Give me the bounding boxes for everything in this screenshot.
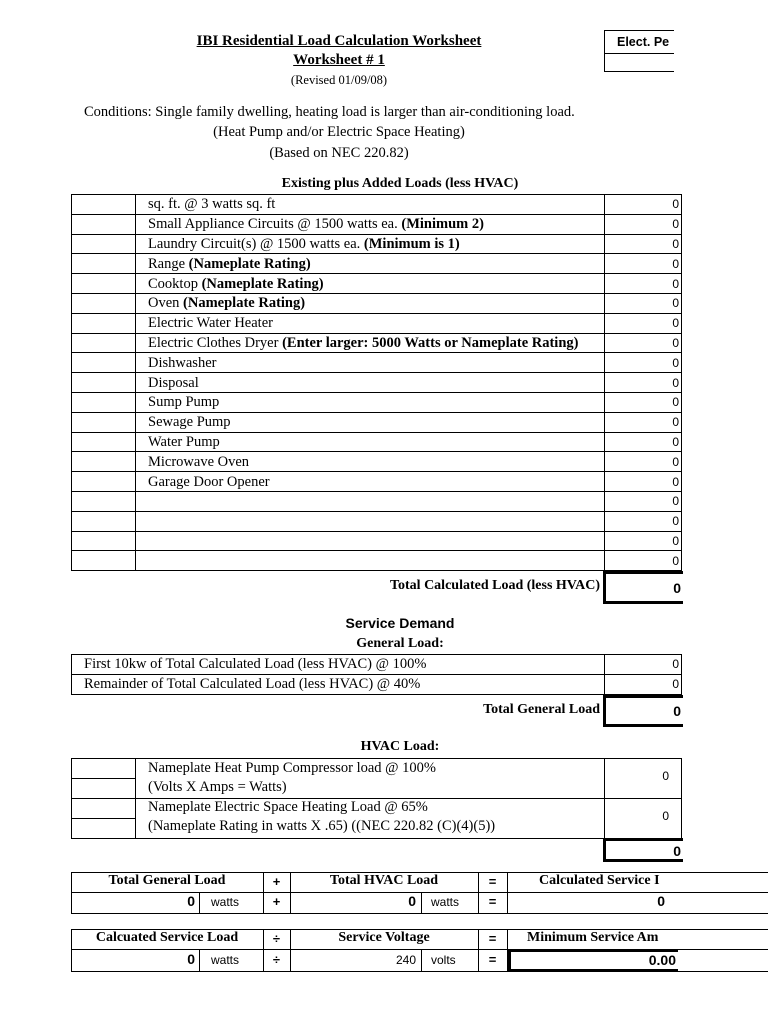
summary2-min-amps-label: Minimum Service Am [527, 930, 659, 945]
worksheet-subtitle: Worksheet # 1 [293, 52, 385, 68]
load-row-label [136, 195, 605, 215]
remainder-row [72, 674, 682, 694]
load-row [72, 472, 682, 492]
equals-sign-3: = [488, 931, 497, 946]
load-row [72, 234, 682, 254]
summary-service-load [71, 872, 768, 914]
load-row-input[interactable] [72, 432, 136, 452]
plus-sign: + [272, 874, 281, 889]
load-row [72, 452, 682, 472]
load-row-value: 0 [605, 472, 682, 492]
load-row-label [136, 373, 605, 393]
load-row-label [136, 432, 605, 452]
remainder-label: Remainder of Total Calculated Load (less HVAC) @ 40% [72, 674, 605, 694]
load-label-text: Range [148, 255, 189, 272]
total-hvac-value: 0 [603, 838, 683, 862]
summary2-calc-value: 0 [187, 951, 195, 967]
heat-pump-value[interactable]: 0 [662, 769, 669, 783]
summary-general-unit: watts [211, 895, 240, 909]
load-row [72, 333, 682, 353]
equals-sign-2: = [488, 894, 497, 909]
hvac-load-heading: HVAC Load: [360, 739, 440, 754]
load-row-input[interactable] [72, 293, 136, 313]
load-label-text: Laundry Circuit(s) @ 1500 watts ea. [148, 235, 364, 252]
load-row-value: 0 [605, 293, 682, 313]
load-row-input[interactable] [72, 234, 136, 254]
load-label-note: (Enter larger: 5000 Watts or Nameplate Rating) [282, 334, 579, 351]
load-label-text: Sump Pump [148, 394, 220, 411]
first-10kw-row [72, 655, 682, 675]
load-row [72, 254, 682, 274]
load-label-note: (Nameplate Rating) [201, 275, 324, 292]
load-row-label [136, 293, 605, 313]
load-row-value: 0 [605, 392, 682, 412]
summary2-calc-unit: watts [211, 953, 240, 967]
plus-sign-2: + [272, 894, 281, 909]
service-demand-heading: Service Demand [345, 615, 455, 631]
load-row-label [136, 551, 605, 571]
load-label-note: (Minimum 2) [401, 216, 484, 233]
load-row-label [136, 412, 605, 432]
load-row-label [136, 313, 605, 333]
load-row-label [136, 392, 605, 412]
load-row [72, 293, 682, 313]
conditions-line-1: Conditions: Single family dwelling, heating load is larger than air-conditioning load. [84, 104, 575, 120]
hvac-load-table [71, 758, 681, 838]
load-row-label [136, 511, 605, 531]
load-row-value: 0 [605, 195, 682, 215]
load-row-label [136, 353, 605, 373]
total-general-load-label: Total General Load [483, 702, 600, 717]
summary2-min-amps-value: 0.00 [648, 952, 676, 968]
load-row-input[interactable] [72, 195, 136, 215]
load-row-value: 0 [605, 313, 682, 333]
load-row-value: 0 [605, 531, 682, 551]
summary-general-value[interactable]: 0 [187, 893, 195, 909]
load-row-input[interactable] [72, 472, 136, 492]
load-row-value: 0 [605, 254, 682, 274]
load-row [72, 373, 682, 393]
permit-label: Elect. Pe [605, 31, 674, 54]
load-row-value: 0 [605, 412, 682, 432]
revised-date: (Revised 01/09/08) [290, 73, 388, 87]
summary2-voltage-unit: volts [431, 953, 456, 967]
general-load-heading: General Load: [356, 636, 444, 651]
remainder-value[interactable]: 0 [605, 674, 682, 694]
summary-calc-value: 0 [657, 893, 665, 909]
summary2-calc-label: Calcuated Service Load [95, 930, 239, 945]
load-label-text: Microwave Oven [148, 453, 250, 470]
load-row-value: 0 [605, 274, 682, 294]
total-calculated-load-value: 0 [603, 571, 683, 604]
load-row [72, 195, 682, 215]
load-row-value: 0 [605, 491, 682, 511]
load-row-input[interactable] [72, 511, 136, 531]
load-row-value: 0 [605, 511, 682, 531]
total-general-load-value: 0 [603, 695, 683, 727]
divide-sign: ÷ [272, 931, 281, 946]
load-row-input[interactable] [72, 491, 136, 511]
space-heat-sublabel: (Nameplate Rating in watts X .65) ((NEC 220.82 (C)(4)(5)) [148, 818, 496, 834]
load-label-note: (Nameplate Rating) [188, 255, 311, 272]
first-10kw-label: First 10kw of Total Calculated Load (less HVAC) @ 100% [72, 655, 605, 675]
total-calculated-load-label: Total Calculated Load (less HVAC) [389, 578, 600, 593]
load-row-label [136, 491, 605, 511]
permit-box [604, 30, 674, 72]
load-label-text: Sewage Pump [148, 414, 231, 431]
load-row [72, 432, 682, 452]
load-label-note: (Minimum is 1) [363, 235, 460, 252]
load-row-input[interactable] [72, 392, 136, 412]
load-row-label [136, 333, 605, 353]
load-row-value: 0 [605, 373, 682, 393]
load-row-input[interactable] [72, 551, 136, 571]
space-heat-label: Nameplate Electric Space Heating Load @ 65% [148, 799, 428, 815]
load-row-value: 0 [605, 551, 682, 571]
summary2-voltage-label: Service Voltage [338, 930, 430, 945]
load-row-label [136, 234, 605, 254]
equals-sign-4: = [488, 952, 497, 967]
load-row [72, 511, 682, 531]
load-label-note: (Nameplate Rating) [183, 295, 306, 312]
load-row-input[interactable] [72, 274, 136, 294]
divide-sign-2: ÷ [272, 952, 281, 967]
load-row-input[interactable] [72, 333, 136, 353]
load-row-input[interactable] [72, 452, 136, 472]
load-row-label [136, 254, 605, 274]
load-label-text: Disposal [148, 374, 199, 391]
load-label-text: Electric Water Heater [148, 315, 273, 332]
summary-general-label: Total General Load [108, 873, 226, 888]
summary-hvac-unit: watts [431, 895, 460, 909]
load-row [72, 392, 682, 412]
load-row-input[interactable] [72, 373, 136, 393]
load-label-text: Electric Clothes Dryer [148, 334, 283, 351]
load-row [72, 412, 682, 432]
load-row-label [136, 531, 605, 551]
load-row-label [136, 472, 605, 492]
load-row [72, 491, 682, 511]
heat-pump-sublabel: (Volts X Amps = Watts) [148, 779, 287, 795]
summary-hvac-value[interactable]: 0 [408, 893, 416, 909]
load-label-text: Oven [148, 295, 184, 312]
load-row-value: 0 [605, 353, 682, 373]
load-row-value: 0 [605, 432, 682, 452]
min-amps-box [508, 949, 678, 972]
load-row [72, 551, 682, 571]
load-row [72, 214, 682, 234]
conditions-line-2: (Heat Pump and/or Electric Space Heating) [213, 124, 465, 140]
summary-hvac-label: Total HVAC Load [329, 873, 439, 888]
load-row-label [136, 274, 605, 294]
load-label-text: Cooktop [148, 275, 202, 292]
load-row-value: 0 [605, 234, 682, 254]
first-10kw-value[interactable]: 0 [605, 655, 682, 675]
load-row-input[interactable] [72, 412, 136, 432]
load-row-input[interactable] [72, 531, 136, 551]
load-label-text: sq. ft. @ 3 watts sq. ft [148, 196, 276, 213]
load-row [72, 531, 682, 551]
load-row-input[interactable] [72, 254, 136, 274]
load-label-text: Dishwasher [148, 354, 217, 371]
equals-sign: = [488, 874, 497, 889]
load-label-text: Garage Door Opener [148, 473, 270, 490]
worksheet-title: IBI Residential Load Calculation Worksheet [196, 33, 482, 49]
load-row-value: 0 [605, 452, 682, 472]
load-row-input[interactable] [72, 353, 136, 373]
load-row-label [136, 452, 605, 472]
existing-loads-heading: Existing plus Added Loads (less HVAC) [281, 176, 519, 191]
summary-calc-label: Calculated Service I [539, 873, 660, 888]
load-row-value: 0 [605, 333, 682, 353]
summary-minimum-amps [71, 929, 768, 973]
existing-loads-table [71, 194, 682, 571]
load-row-value: 0 [605, 214, 682, 234]
load-label-text: Water Pump [148, 433, 220, 450]
general-load-table [71, 654, 682, 695]
heat-pump-label: Nameplate Heat Pump Compressor load @ 100% [148, 760, 436, 776]
space-heat-value[interactable]: 0 [662, 809, 669, 823]
load-row [72, 274, 682, 294]
load-label-text: Small Appliance Circuits @ 1500 watts ea. [148, 216, 402, 233]
conditions-line-3: (Based on NEC 220.82) [269, 145, 409, 161]
load-row-label [136, 214, 605, 234]
load-row-input[interactable] [72, 313, 136, 333]
load-row [72, 313, 682, 333]
load-row-input[interactable] [72, 214, 136, 234]
summary2-voltage-value[interactable]: 240 [395, 953, 416, 967]
load-row [72, 353, 682, 373]
